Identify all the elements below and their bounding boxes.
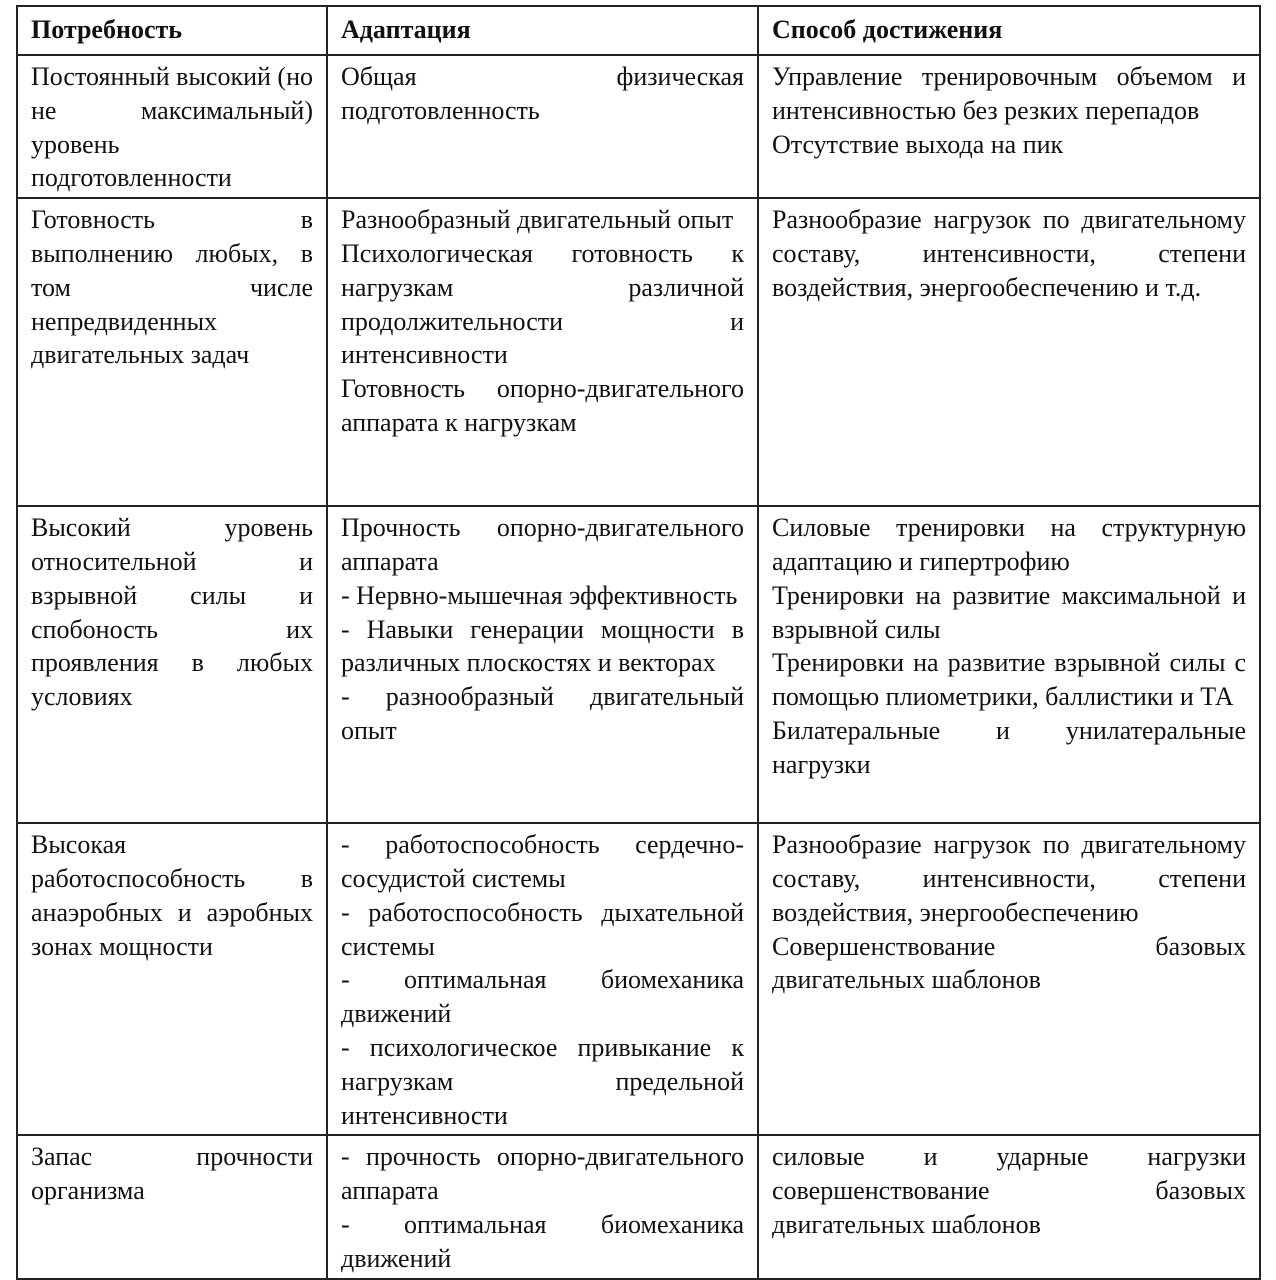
method-item: Тренировки на развитие взрывной силы с помощью плиометрики, баллистики и ТА [772, 648, 1246, 712]
table-row [17, 198, 1260, 506]
need-text: Запас прочности организма [31, 1142, 313, 1206]
needs-adaptation-table [16, 5, 1261, 1280]
adaptation-item: - работоспособность сердечно-сосудистой системы [341, 830, 744, 893]
method-item: Отсутствие выхода на пик [772, 129, 1064, 159]
header-row [17, 6, 1260, 55]
adaptation-item: - психологическое привыкание к нагрузкам предельной интенсивности [341, 1032, 744, 1130]
table-row [17, 1135, 1260, 1278]
method-item: Управление тренировочным объемом и интенсивностью без резких перепадов [772, 62, 1246, 125]
need-text: Высокая работоспособность в анаэробных и аэробных зонах мощности [31, 830, 313, 961]
adaptation-item: Разнообразный двигательный опыт [341, 205, 734, 235]
need-text: Высокий уровень относительной и взрывной силы и спобоность их проявления в любых условиях [31, 513, 313, 712]
adaptation-item: - прочность опорно-двигательного аппарата [341, 1142, 744, 1206]
adaptation-item: - Навыки генерации мощности в различных плоскостях и векторах [341, 614, 744, 678]
need-cell [17, 55, 327, 198]
method-item: Билатеральные и унилатеральные нагрузки [772, 715, 1246, 779]
method-cell [758, 1135, 1260, 1278]
method-item: Тренировки на развитие максимальной и взрывной силы [772, 580, 1246, 644]
adaptation-cell [327, 198, 758, 506]
adaptation-item: Прочность опорно-двигательного аппарата [341, 513, 744, 576]
adaptation-item: - разнообразный двигательный опыт [341, 682, 744, 745]
method-cell [758, 506, 1260, 823]
need-cell [17, 823, 327, 1135]
adaptation-item: Общая физическая подготовленность [341, 62, 744, 125]
method-cell [758, 823, 1260, 1135]
adaptation-item: - оптимальная биомеханика движений [341, 1209, 744, 1273]
adaptation-item: - Нервно-мышечная эффективность [341, 580, 738, 610]
header-adaptation: Адаптация [327, 6, 758, 55]
method-cell [758, 55, 1260, 198]
method-item: Силовые тренировки на структурную адаптацию и гипертрофию [772, 513, 1246, 576]
table-row [17, 506, 1260, 823]
adaptation-cell [327, 55, 758, 198]
method-cell [758, 198, 1260, 506]
need-cell [17, 1135, 327, 1278]
adaptation-cell [327, 506, 758, 823]
method-item: Разнообразие нагрузок по двигательному составу, интенсивности, степени воздействия, энергообеспечению [772, 830, 1246, 927]
adaptation-item: Готовность опорно-двигательного аппарата к нагрузкам [341, 374, 744, 437]
adaptation-item: Психологическая готовность к нагрузкам различной продолжительности и интенсивности [341, 238, 744, 370]
method-item: Совершенствование базовых двигательных шаблонов [772, 931, 1246, 995]
table-row [17, 823, 1260, 1135]
need-cell [17, 198, 327, 506]
header-method: Способ достижения [758, 6, 1260, 55]
adaptation-item: - работоспособность дыхательной системы [341, 897, 744, 961]
method-item: Разнообразие нагрузок по двигательному составу, интенсивности, степени воздействия, энергообеспечению и т.д. [772, 205, 1246, 302]
adaptation-cell [327, 823, 758, 1135]
need-text: Готовность в выполнению любых, в том числе непредвиденных двигательных задач [31, 205, 313, 370]
method-item: силовые и ударные нагрузки совершенствование базовых двигательных шаблонов [772, 1142, 1246, 1239]
need-cell [17, 506, 327, 823]
adaptation-item: - оптимальная биомеханика движений [341, 965, 744, 1029]
table-row [17, 55, 1260, 198]
header-need: Потребность [17, 6, 327, 55]
adaptation-cell [327, 1135, 758, 1278]
need-text: Постоянный высокий (но не максимальный) уровень подготовленности [31, 62, 313, 193]
